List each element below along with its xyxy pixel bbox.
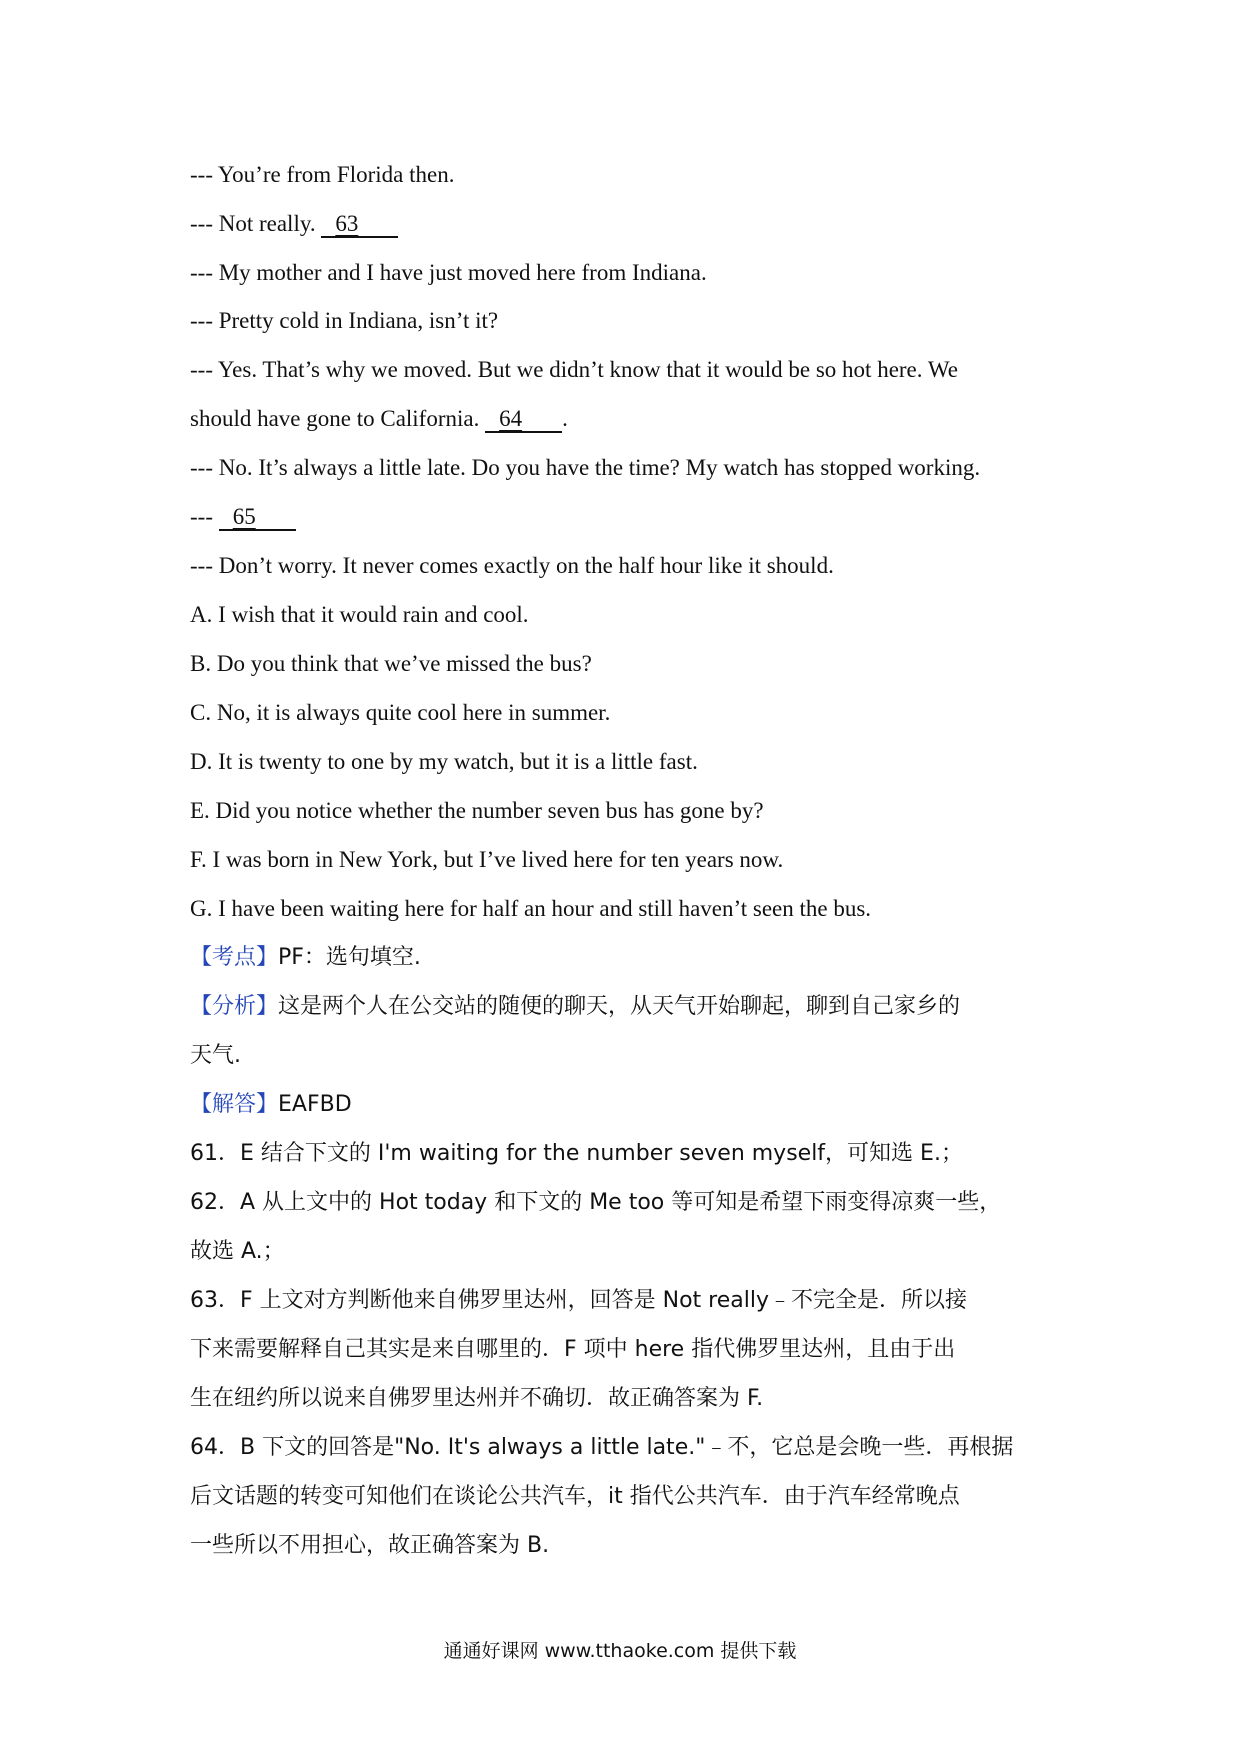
explanation-64-cont-1: 后文话题的转变可知他们在谈论公共汽车，it 指代公共汽车．由于汽车经常晚点	[190, 1484, 960, 1509]
dialogue-line-3: --- My mother and I have just moved here from Indiana.	[190, 260, 707, 285]
option-g: G. I have been waiting here for half an hour and still haven’t seen the bus.	[190, 896, 872, 921]
dialogue-line-9: --- Don’t worry. It never comes exactly on the half hour like it should.	[190, 553, 834, 578]
fenxi-line-1: 【分析】这是两个人在公交站的随便的聊天，从天气开始聊起，聊到自己家乡的	[190, 994, 961, 1019]
answer-blank-65: 65	[219, 505, 296, 531]
explanation-62-cont: 故选 A.；	[190, 1239, 285, 1264]
explanation-63-cont-2: 生在纽约所以说来自佛罗里达州并不确切．故正确答案为 F.	[190, 1386, 764, 1411]
explanation-64-cont-2: 一些所以不用担心，故正确答案为 B.	[190, 1533, 550, 1558]
dialogue-line-1: --- You’re from Florida then.	[190, 162, 455, 187]
fenxi-tag: 【分析】	[190, 994, 279, 1019]
jieda-line: 【解答】EAFBD	[190, 1092, 352, 1117]
option-a: A. I wish that it would rain and cool.	[190, 602, 529, 627]
option-d: D. It is twenty to one by my watch, but it is a little fast.	[190, 749, 698, 774]
explanation-61: 61．E 结合下文的 I'm waiting for the number seven myself，可知选 E.；	[190, 1141, 963, 1166]
page-footer: 通通好课网 www.tthaoke.com 提供下载	[443, 1640, 797, 1662]
dialogue-line-2: --- Not really. 63	[190, 209, 398, 239]
answer-blank-63: 63	[321, 212, 398, 238]
option-e: E. Did you notice whether the number seven bus has gone by?	[190, 798, 764, 823]
dialogue-line-6: should have gone to California. 64 .	[190, 406, 568, 431]
explanation-63: 63．F 上文对方判断他来自佛罗里达州，回答是 Not really﹣不完全是．所以接	[190, 1288, 967, 1313]
answer-blank-64: 64	[485, 407, 562, 433]
explanation-62: 62．A 从上文中的 Hot today 和下文的 Me too 等可知是希望下雨变得凉爽一些，	[190, 1190, 1002, 1215]
dialogue-line-8: --- 65	[190, 502, 296, 532]
explanation-63-cont-1: 下来需要解释自己其实是来自哪里的．F 项中 here 指代佛罗里达州，且由于出	[190, 1337, 956, 1362]
fenxi-line-2: 天气.	[190, 1043, 241, 1068]
option-f: F. I was born in New York, but I’ve lived here for ten years now.	[190, 847, 784, 872]
kaodian-line: 【考点】PF：选句填空.	[190, 945, 421, 970]
explanation-64: 64．B 下文的回答是"No. It's always a little late."﹣不，它总是会晚一些．再根据	[190, 1435, 1014, 1460]
dialogue-line-5: --- Yes. That’s why we moved. But we didn’t know that it would be so hot here. We	[190, 357, 958, 382]
jieda-tag: 【解答】	[190, 1092, 279, 1117]
option-b: B. Do you think that we’ve missed the bus?	[190, 651, 592, 676]
dialogue-line-7: --- No. It’s always a little late. Do you have the time? My watch has stopped working.	[190, 455, 981, 480]
kaodian-tag: 【考点】	[190, 945, 279, 970]
option-c: C. No, it is always quite cool here in summer.	[190, 700, 611, 725]
dialogue-line-4: --- Pretty cold in Indiana, isn’t it?	[190, 308, 499, 333]
